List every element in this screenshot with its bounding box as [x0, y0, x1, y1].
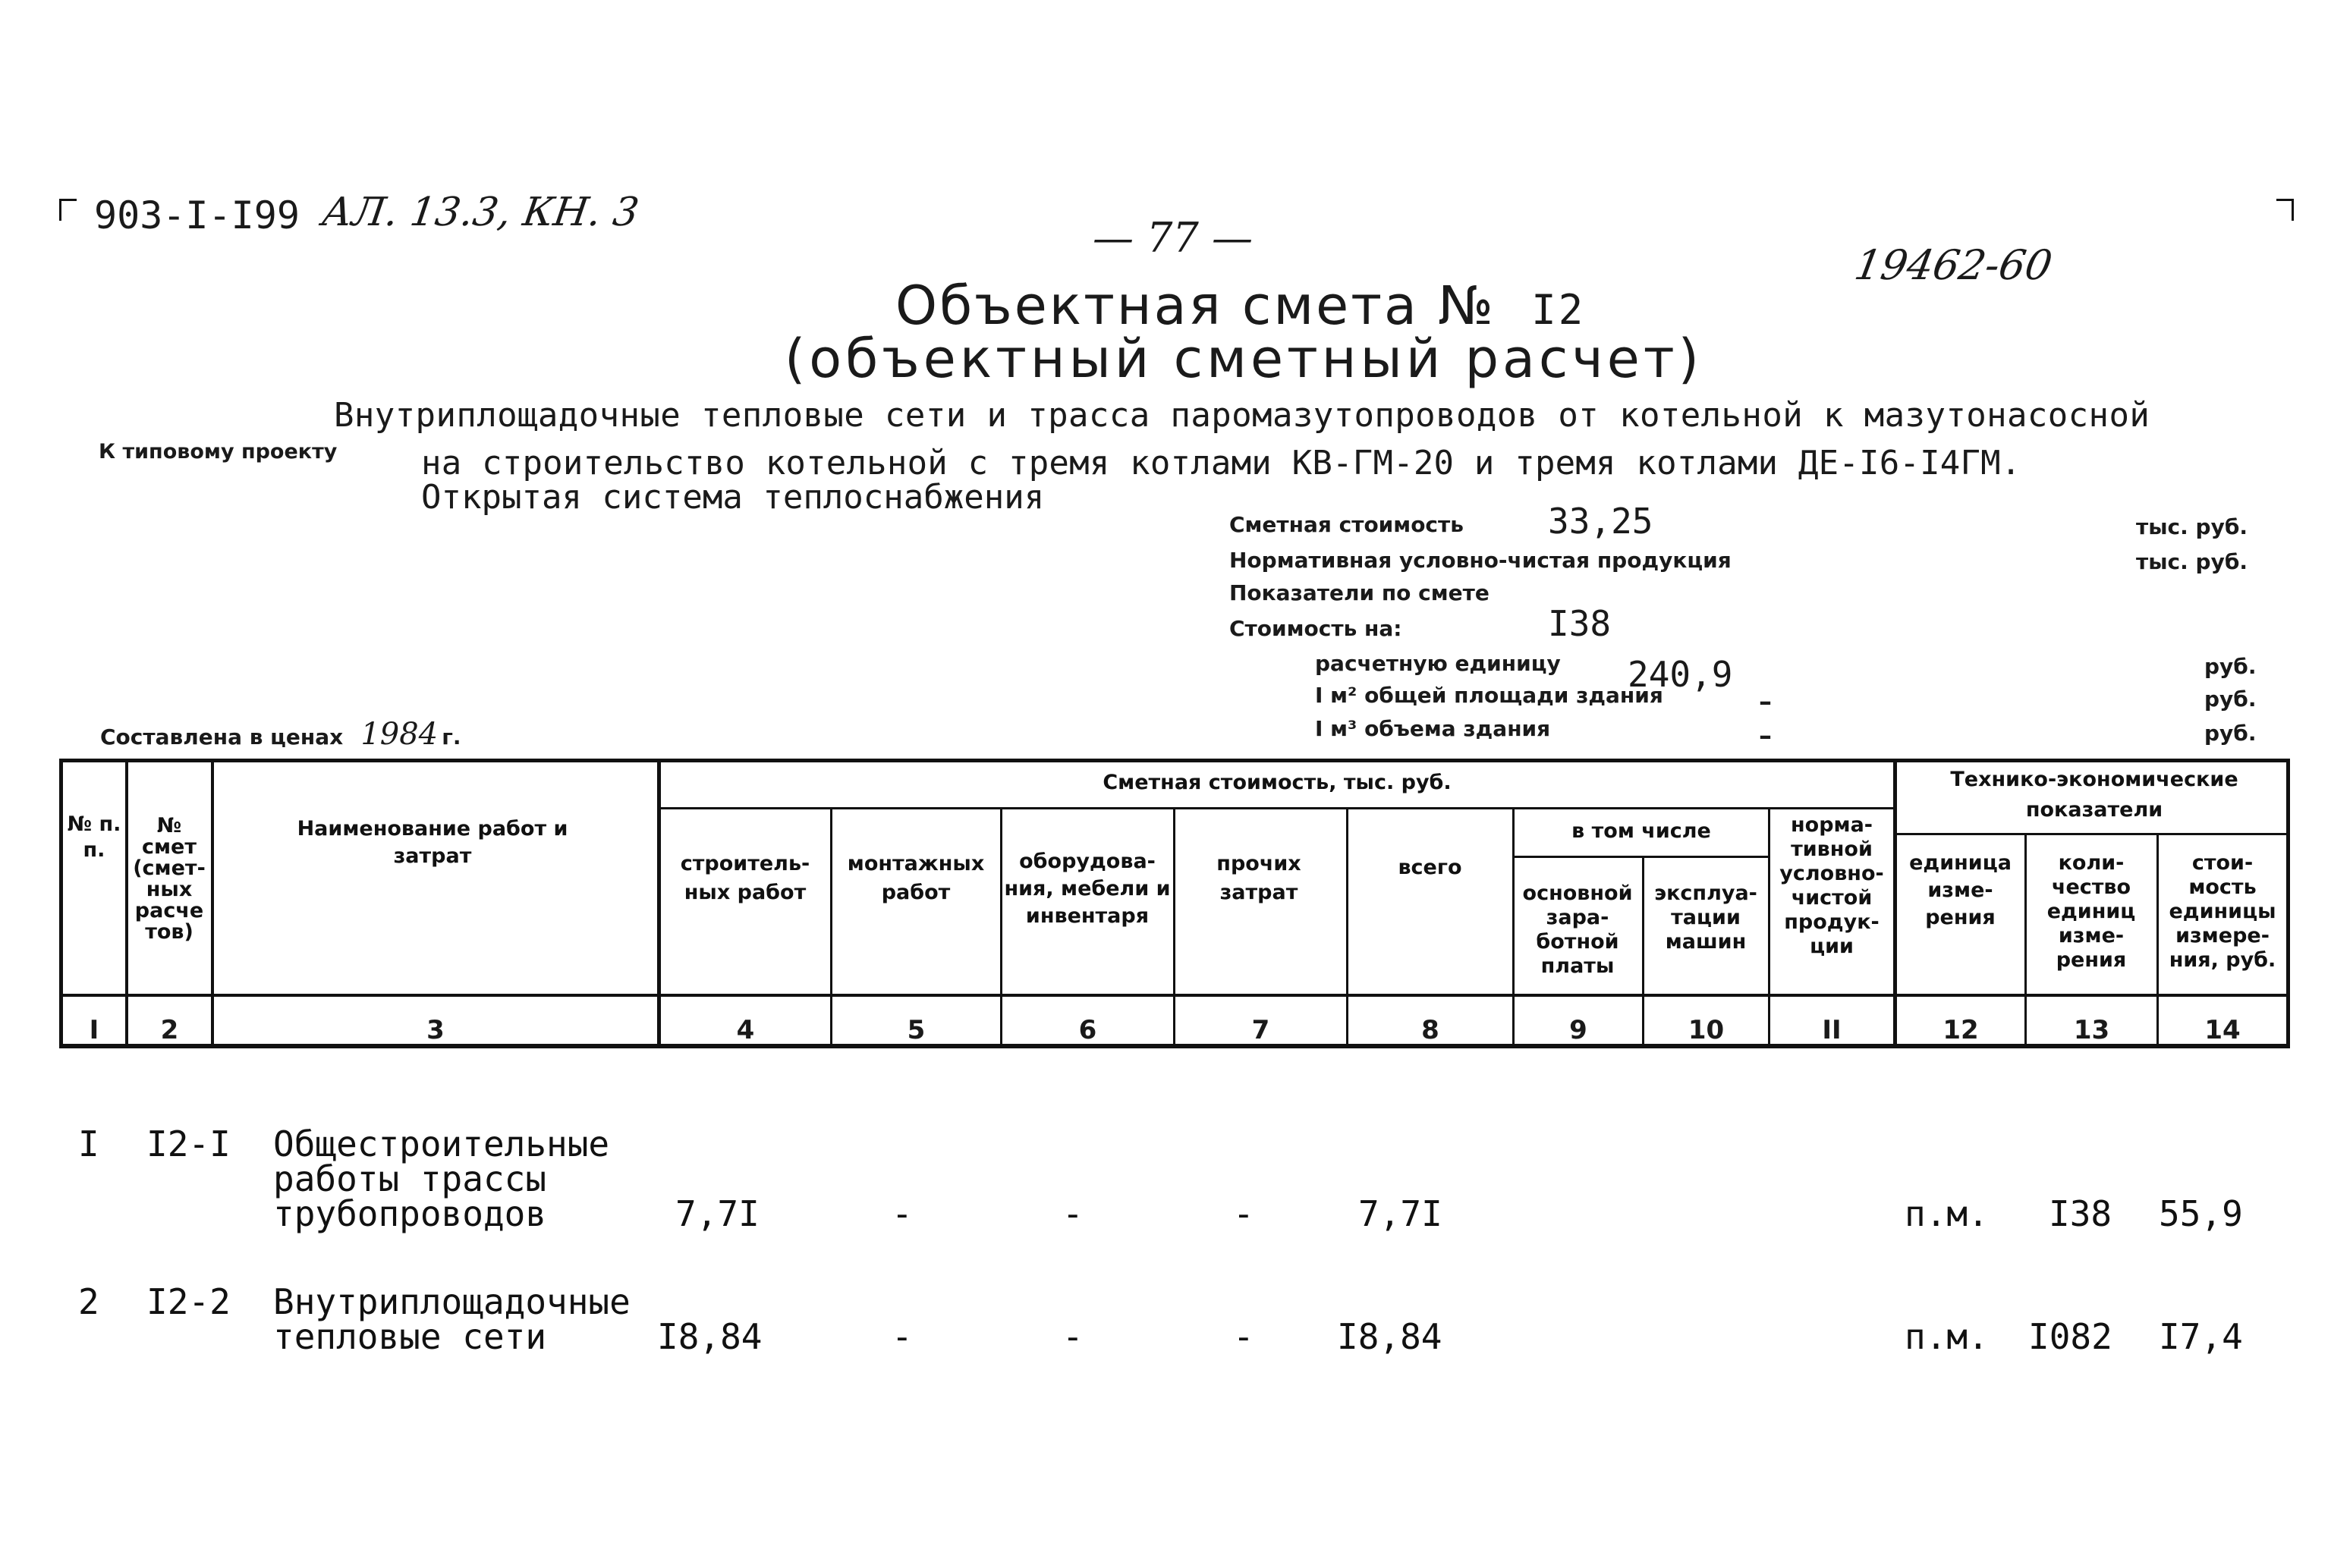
row-number: I [78, 1123, 99, 1164]
col-number: 3 [426, 1015, 445, 1045]
row-quantity: I082 [2028, 1316, 2112, 1357]
row-unit: п.м. [1905, 1316, 1989, 1357]
estimated-cost-value: 33,25 [1548, 501, 1653, 542]
col-number: 4 [736, 1015, 755, 1045]
page-number: — 77 — [1093, 214, 1254, 262]
document-handwritten-ref: АЛ. 13.3, КН. 3 [319, 190, 642, 235]
table-border-right [2286, 759, 2290, 1048]
row-equip-cost: - [1062, 1316, 1084, 1357]
table-border-left [59, 759, 63, 1048]
volume-unit: руб. [2204, 721, 2257, 746]
col-number: 5 [907, 1015, 926, 1045]
handwritten-number: 19462-60 [1851, 241, 2056, 289]
header-col8: всего [1398, 856, 1462, 879]
normative-label: Нормативная условно-чистая продукция [1229, 548, 1732, 573]
col-number: 12 [1942, 1015, 1979, 1045]
header-col9: основной зара- ботной платы [1522, 881, 1633, 978]
header-col1: № п. п. [67, 812, 121, 862]
row-unit-cost: 55,9 [2159, 1193, 2243, 1234]
compiled-label: Составлена в ценах [100, 724, 344, 749]
col-number: 6 [1078, 1015, 1097, 1045]
document-code: 903-I-I99 [94, 193, 300, 237]
cost-on-value: I38 [1548, 603, 1612, 644]
indicators-label: Показатели по смете [1229, 580, 1490, 605]
row-build-cost: I8,84 [657, 1316, 763, 1357]
col-sep [125, 759, 128, 1048]
row-other-cost: - [1233, 1316, 1254, 1357]
title-number: I2 [1531, 286, 1586, 334]
cost-on-label: Стоимость на: [1229, 616, 1402, 641]
corner-mark-right [2276, 199, 2294, 221]
normative-unit: тыс. руб. [2136, 549, 2248, 574]
compiled-in-prices [100, 717, 461, 752]
calc-unit-label: расчетную единицу [1315, 651, 1561, 676]
col-number: 2 [160, 1015, 179, 1045]
header-col13: коли- чество единиц изме- рения [2046, 851, 2136, 972]
estimated-cost-label: Сметная стоимость [1229, 512, 1464, 537]
subject-line-3: Открытая система теплоснабжения [421, 478, 1045, 517]
col-number: 8 [1421, 1015, 1439, 1045]
table-border-top [59, 759, 2290, 762]
corner-mark-left [59, 199, 77, 221]
header-col2: № смет (смет- ных расче тов) [133, 814, 206, 944]
row-name-line: Внутриплощадочные [273, 1281, 631, 1322]
area-unit: руб. [2204, 687, 2257, 712]
row-unit: п.м. [1905, 1193, 1989, 1234]
page-subtitle: (объектный сметный расчет) [785, 328, 1703, 390]
row-name-line: работы трассы [273, 1158, 547, 1199]
estimated-cost-unit: тыс. руб. [2136, 514, 2248, 539]
row-other-cost: - [1233, 1193, 1254, 1234]
header-col10: эксплуа- тации машин [1654, 881, 1757, 954]
row-sep-cost-group [657, 807, 1897, 809]
header-col4: строитель- ных работ [680, 852, 810, 904]
header-col5: монтажных работ [847, 852, 985, 904]
col-number: 7 [1251, 1015, 1270, 1045]
calc-unit-value: 240,9 [1628, 654, 1733, 695]
header-col12: единица изме- рения [1909, 851, 2012, 929]
area-value: – [1759, 687, 1772, 717]
header-col14: стои- мость единицы измере- ния, руб. [2169, 851, 2276, 972]
row-unit-cost: I7,4 [2159, 1316, 2243, 1357]
header-col11: норма- тивной условно- чистой продук- ции [1779, 813, 1884, 958]
col-sep [211, 759, 214, 1048]
project-label: К типовому проекту [99, 440, 338, 463]
area-label: I м² общей площади здания [1315, 683, 1663, 708]
compiled-suffix: г. [442, 724, 461, 749]
col-number: 13 [2073, 1015, 2110, 1045]
row-build-cost: 7,7I [675, 1193, 760, 1234]
row-sep-incl-group [1512, 856, 1770, 858]
col-number: II [1822, 1015, 1842, 1045]
title-text: Объектная смета № [895, 275, 1496, 337]
calc-unit-unit: руб. [2204, 654, 2257, 679]
header-col6: оборудова- ния, мебели и инвентаря [1004, 850, 1171, 928]
compiled-year: 1984 [360, 717, 439, 752]
header-group-cost: Сметная стоимость, тыс. руб. [1103, 771, 1452, 794]
row-mount-cost: - [892, 1193, 913, 1234]
row-total-cost: 7,7I [1358, 1193, 1442, 1234]
row-name-line: Общестроительные [273, 1123, 610, 1164]
volume-value: – [1759, 721, 1772, 751]
row-total-cost: I8,84 [1337, 1316, 1442, 1357]
header-col7: прочих затрат [1216, 852, 1301, 904]
row-mount-cost: - [892, 1316, 913, 1357]
header-group-tech: Технико-экономические показатели [1950, 768, 2238, 822]
subject-line-2: на строительство котельной с тремя котлами КВ-ГМ-20 и тремя котлами ДЕ-I6-I4ГМ. [421, 444, 2021, 482]
col-number: 14 [2204, 1015, 2241, 1045]
col-number: I [89, 1015, 99, 1045]
volume-label: I м³ объема здания [1315, 716, 1551, 741]
header-col3: Наименование работ и затрат [297, 817, 568, 868]
row-sep-tech-group [1893, 833, 2288, 835]
col-number: 10 [1688, 1015, 1725, 1045]
col-number: 9 [1569, 1015, 1587, 1045]
row-number: 2 [78, 1281, 99, 1322]
row-name-line: трубопроводов [273, 1193, 547, 1234]
header-group-incl: в том числе [1571, 819, 1711, 843]
row-quantity: I38 [2049, 1193, 2112, 1234]
row-equip-cost: - [1062, 1193, 1084, 1234]
row-estimate-number: I2-2 [146, 1281, 231, 1322]
row-name-line: тепловые сети [273, 1316, 547, 1357]
row-estimate-number: I2-I [146, 1123, 231, 1164]
subject-line-1: Внутриплощадочные тепловые сети и трасса паромазутопроводов от котельной к мазутонасосной [334, 396, 2150, 435]
